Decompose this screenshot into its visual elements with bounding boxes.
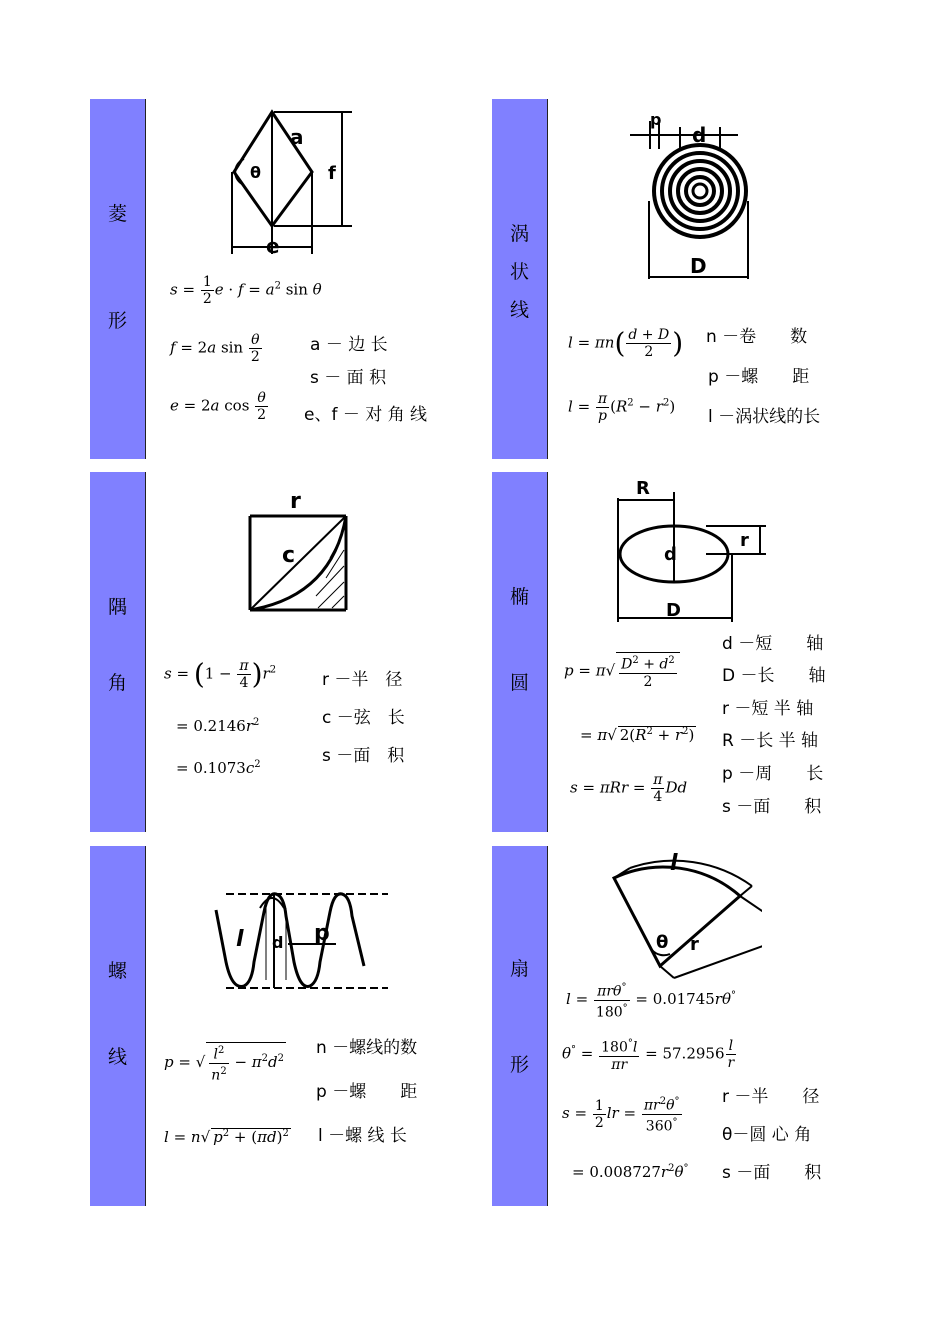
tab-helix [90,846,146,1206]
legend-item: n －卷 数 [706,327,808,347]
formula-perimeter-2: = π√ $2(R^2 + r^2)$ [580,726,695,744]
legend-item: R －长 半 轴 [722,731,819,751]
fig-label: R [636,478,650,499]
tab-char: 隅 [107,596,127,618]
fig-label: D [690,254,707,278]
formula-length-2: l = $\frac{\pi}{p}$ $(R^2 - r^2)$ [568,391,676,424]
fig-label: r [290,489,301,514]
card-scroll [492,99,892,459]
fig-label: θ [656,932,669,953]
legend-item: r －短 半 轴 [722,699,814,719]
fig-label: a [290,125,304,149]
formula-area-2: = $0.2146r^2$ [176,717,260,735]
scroll-figure [628,109,768,289]
formula-area: s = (1 − $\frac{\pi}{4}$ )$r^2$ [164,657,277,691]
fig-label: p [650,110,662,129]
tab-rhombus [90,99,146,459]
legend-item: s －面 积 [722,1163,822,1183]
fig-label: f [328,163,336,184]
tab-char: 角 [107,672,127,694]
card-helix [90,846,490,1206]
legend-item: s － 面 积 [310,368,387,388]
formula-e: e = 2a cos $\frac{\theta}{2}$ [170,390,267,423]
fig-label: c [282,543,296,568]
corner-figure [246,486,356,616]
tab-ellipse [492,472,548,832]
tab-char: 扇 [509,958,529,980]
legend-item: l －螺 线 长 [318,1126,407,1146]
formula-perimeter: p = π√ $\frac{D^2 + d^2}{2}$ [564,652,680,690]
tab-char: 椭 [509,586,529,608]
card-content [146,472,486,832]
fig-label: r [690,934,699,955]
legend-item: d －短 轴 [722,634,824,654]
formula-pitch: p = √ $\frac{l^2}{n^2}$ − $\pi^2d^2$ [164,1042,286,1083]
fig-label: p [314,921,330,946]
legend-item: θ－圆 心 角 [722,1125,812,1145]
fig-label: r [740,530,749,551]
tab-corner [90,472,146,832]
formula-area: s = $\frac{1}{2}$ $e \cdot f = a^2$ sin θ [170,274,322,307]
legend-item: p －周 长 [722,764,824,784]
tab-char: 形 [107,310,127,332]
helix-figure [202,886,392,996]
tab-char: 线 [107,1046,127,1068]
tab-char: 形 [509,1054,529,1076]
card-corner [90,472,490,832]
fig-label: θ [250,163,261,182]
formula-f: f = 2a sin $\frac{\theta}{2}$ [170,332,260,365]
legend-item: s －面 积 [322,746,405,766]
legend-item: p －螺 距 [316,1082,418,1102]
fig-label: l [670,851,678,876]
fig-label: e [266,234,280,254]
legend-item: D －长 轴 [722,666,826,686]
formula-area: s = $\frac{1}{2}$ lr = $\frac{\pi r^2\theta^\circ}{360^\circ}$ [562,1096,680,1135]
legend-item: e、f － 对 角 线 [304,405,428,425]
formula-area-3: = $0.1073c^2$ [176,759,261,777]
tab-sector [492,846,548,1206]
legend-item: r －半 径 [322,670,403,690]
formula-length: l = πn( $\frac{d + D}{2}$ ) [568,326,684,360]
rhombus-figure [226,104,356,254]
card-content [146,846,486,1206]
card-ellipse [492,472,892,832]
card-content [548,99,888,459]
card-content [548,472,888,832]
card-sector [492,846,892,1206]
card-content [548,846,888,1206]
tab-char: 线 [509,299,529,321]
fig-label: l [236,927,244,952]
ellipse-figure [616,478,776,628]
formula-length: l = n√ $p^2 + (\pi d)^2$ [164,1128,289,1146]
tab-char: 螺 [107,960,127,982]
formula-area: s = πRr = $\frac{\pi}{4}$ Dd [570,772,688,805]
formula-arc: l = $\frac{\pi r\theta^\circ}{180^\circ}$ = 0.01745rθ° [566,982,736,1021]
sector-figure [612,850,762,985]
legend-item: p －螺 距 [708,367,810,387]
tab-char: 菱 [107,203,127,225]
card-content [146,99,486,459]
legend-item: l －涡状线的长 [708,407,821,427]
legend-item: s －面 积 [722,797,822,817]
fig-label: d [272,933,284,952]
fig-label: d [664,544,677,565]
tab-char: 圆 [509,672,529,694]
formula-area-2: = $0.008727r^2\theta^\circ$ [572,1163,689,1181]
formula-angle: θ° = $\frac{180^\circ l}{\pi r}$ = 57.2956 $\frac{l}{r}$ [562,1037,735,1073]
tab-scroll [492,99,548,459]
card-rhombus [90,99,490,459]
legend-item: n －螺线的数 [316,1038,418,1058]
legend-item: c －弦 长 [322,708,405,728]
legend-item: a － 边 长 [310,335,388,355]
fig-label: d [692,123,707,147]
fig-label: D [666,600,681,621]
tab-char: 状 [509,261,529,283]
legend-item: r －半 径 [722,1087,820,1107]
tab-char: 涡 [509,223,529,245]
